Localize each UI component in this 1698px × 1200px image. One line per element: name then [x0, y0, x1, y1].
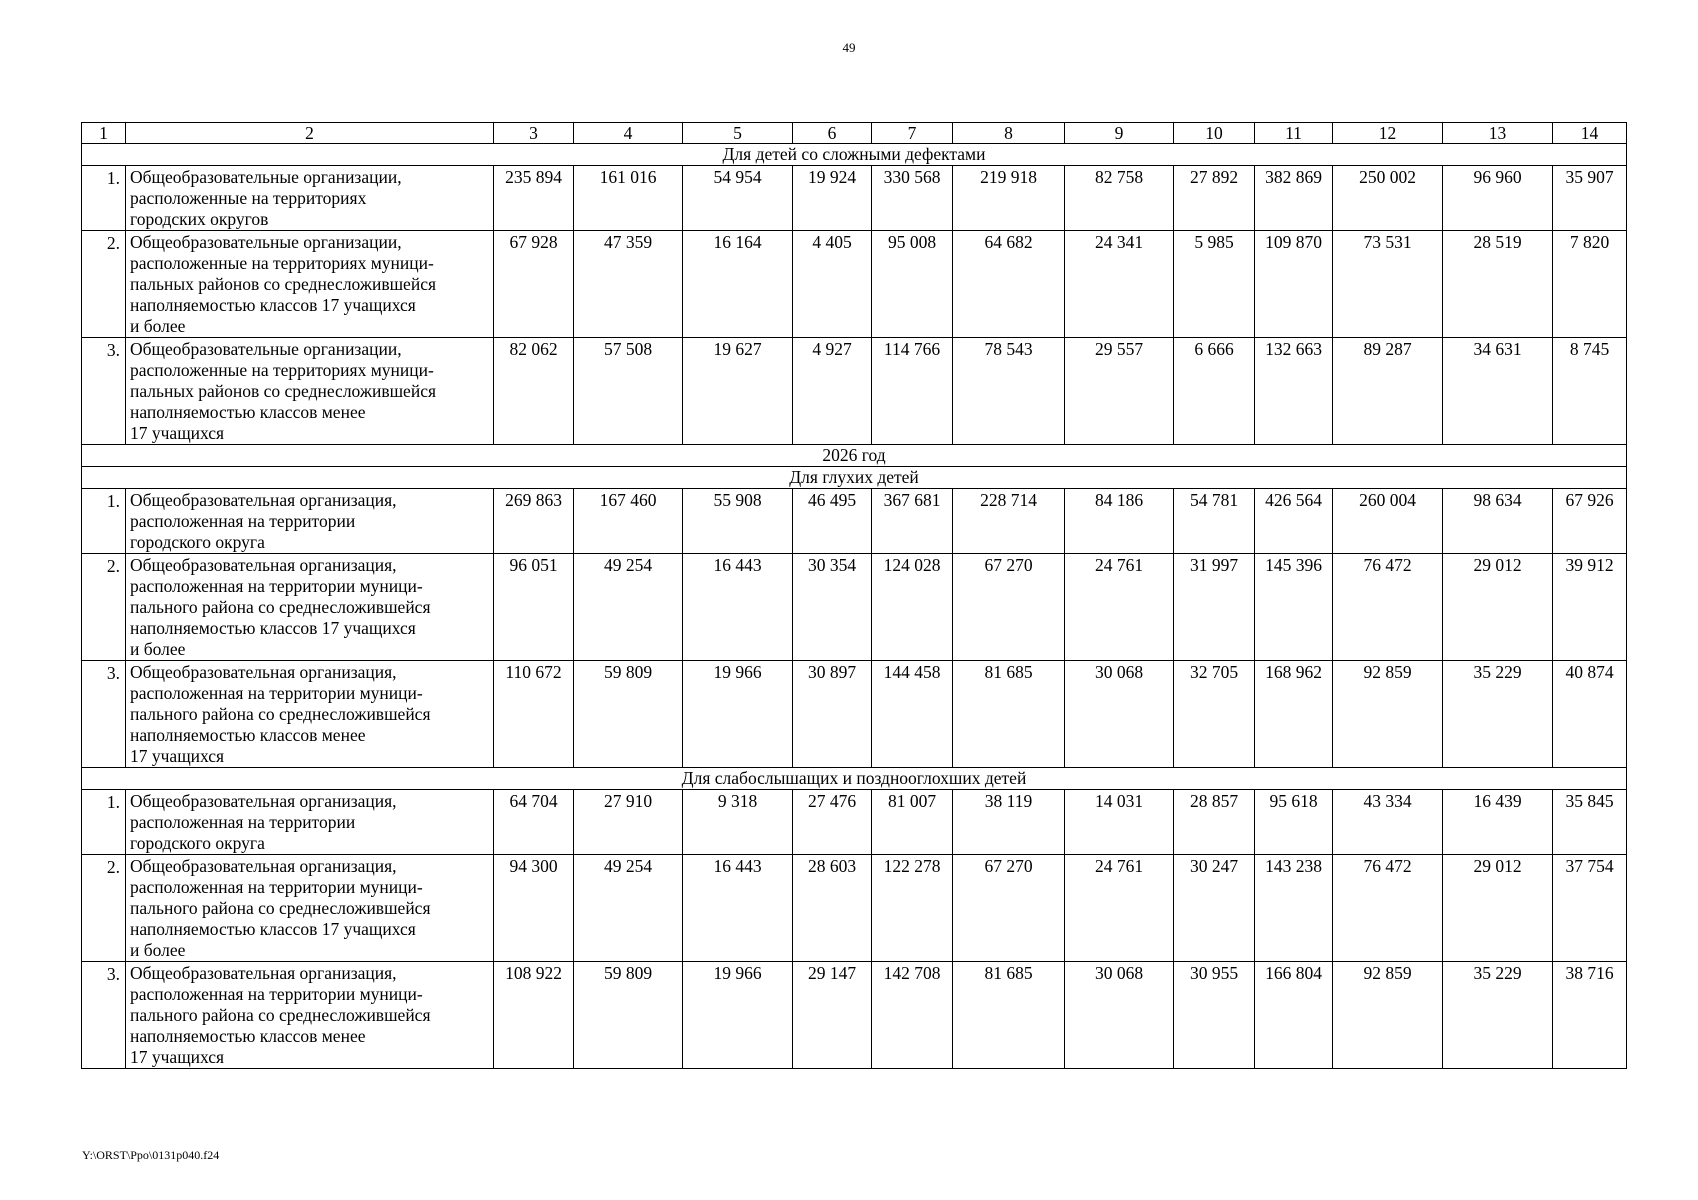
value-cell: 49 254 [574, 855, 683, 962]
column-header: 9 [1065, 123, 1174, 144]
description-line: и более [130, 639, 186, 659]
description-line: и более [130, 940, 186, 960]
value-cell: 330 568 [872, 166, 953, 231]
value-cell: 37 754 [1553, 855, 1627, 962]
description-line: расположенные на территориях муници- [130, 360, 434, 380]
value-cell: 78 543 [953, 338, 1065, 445]
value-cell: 76 472 [1333, 855, 1443, 962]
description-line: пального района со среднесложившейся [130, 898, 431, 918]
value-cell: 7 820 [1553, 231, 1627, 338]
column-header: 6 [793, 123, 872, 144]
table-row [82, 166, 1627, 231]
table-row [82, 231, 1627, 338]
row-number: 2. [82, 855, 126, 962]
value-cell: 96 960 [1443, 166, 1553, 231]
section-heading: Для слабослышащих и позднооглохших детей [82, 768, 1627, 790]
table-row [82, 962, 1627, 1069]
value-cell: 166 804 [1255, 962, 1333, 1069]
value-cell: 9 318 [683, 790, 793, 855]
value-cell: 426 564 [1255, 489, 1333, 554]
value-cell: 40 874 [1553, 661, 1627, 768]
value-cell: 59 809 [574, 962, 683, 1069]
value-cell: 19 966 [683, 661, 793, 768]
value-cell: 28 857 [1174, 790, 1255, 855]
organization-description [126, 338, 494, 445]
value-cell: 144 458 [872, 661, 953, 768]
value-cell: 16 443 [683, 855, 793, 962]
column-header: 8 [953, 123, 1065, 144]
section-heading-row [82, 467, 1627, 489]
column-header: 4 [574, 123, 683, 144]
row-number: 3. [82, 661, 126, 768]
row-number: 3. [82, 962, 126, 1069]
value-cell: 47 359 [574, 231, 683, 338]
value-cell: 32 705 [1174, 661, 1255, 768]
value-cell: 382 869 [1255, 166, 1333, 231]
value-cell: 124 028 [872, 554, 953, 661]
description-line: городских округов [130, 209, 269, 229]
value-cell: 64 704 [494, 790, 574, 855]
section-heading-row [82, 768, 1627, 790]
value-cell: 30 955 [1174, 962, 1255, 1069]
description-line: 17 учащихся [130, 746, 225, 766]
column-header: 12 [1333, 123, 1443, 144]
value-cell: 92 859 [1333, 661, 1443, 768]
budget-table [81, 122, 1627, 1069]
column-header-row [82, 123, 1627, 144]
value-cell: 219 918 [953, 166, 1065, 231]
year-heading-row [82, 445, 1627, 467]
value-cell: 81 007 [872, 790, 953, 855]
section-heading: Для глухих детей [82, 467, 1627, 489]
value-cell: 38 119 [953, 790, 1065, 855]
organization-description [126, 790, 494, 855]
value-cell: 39 912 [1553, 554, 1627, 661]
column-header: 5 [683, 123, 793, 144]
value-cell: 16 439 [1443, 790, 1553, 855]
value-cell: 59 809 [574, 661, 683, 768]
organization-description [126, 554, 494, 661]
value-cell: 28 519 [1443, 231, 1553, 338]
table-row [82, 489, 1627, 554]
value-cell: 29 012 [1443, 554, 1553, 661]
value-cell: 24 761 [1065, 855, 1174, 962]
value-cell: 38 716 [1553, 962, 1627, 1069]
description-line: наполняемостью классов менее [130, 1026, 366, 1046]
footer-file-path: Y:\ORST\Ppo\0131p040.f24 [82, 1148, 220, 1162]
description-line: пальных районов со среднесложившейся [130, 274, 437, 294]
value-cell: 34 631 [1443, 338, 1553, 445]
description-line: расположенная на территории [130, 812, 356, 832]
value-cell: 28 603 [793, 855, 872, 962]
table-row [82, 790, 1627, 855]
column-header: 10 [1174, 123, 1255, 144]
row-number: 3. [82, 338, 126, 445]
value-cell: 16 443 [683, 554, 793, 661]
row-number: 1. [82, 790, 126, 855]
section-heading-row [82, 144, 1627, 166]
description-line: расположенные на территориях [130, 188, 367, 208]
description-line: наполняемостью классов 17 учащихся [130, 919, 416, 939]
organization-description [126, 166, 494, 231]
value-cell: 24 341 [1065, 231, 1174, 338]
year-heading: 2026 год [82, 445, 1627, 467]
organization-description [126, 962, 494, 1069]
column-header: 13 [1443, 123, 1553, 144]
value-cell: 19 966 [683, 962, 793, 1069]
value-cell: 6 666 [1174, 338, 1255, 445]
value-cell: 8 745 [1553, 338, 1627, 445]
value-cell: 30 068 [1065, 962, 1174, 1069]
value-cell: 269 863 [494, 489, 574, 554]
value-cell: 122 278 [872, 855, 953, 962]
description-line: 17 учащихся [130, 1047, 225, 1067]
value-cell: 228 714 [953, 489, 1065, 554]
value-cell: 27 476 [793, 790, 872, 855]
value-cell: 29 557 [1065, 338, 1174, 445]
value-cell: 35 907 [1553, 166, 1627, 231]
row-number: 2. [82, 554, 126, 661]
value-cell: 35 229 [1443, 661, 1553, 768]
value-cell: 168 962 [1255, 661, 1333, 768]
organization-description [126, 489, 494, 554]
value-cell: 46 495 [793, 489, 872, 554]
row-number: 1. [82, 166, 126, 231]
value-cell: 16 164 [683, 231, 793, 338]
description-line: Общеобразовательные организации, [130, 339, 402, 359]
value-cell: 142 708 [872, 962, 953, 1069]
value-cell: 82 062 [494, 338, 574, 445]
value-cell: 89 287 [1333, 338, 1443, 445]
value-cell: 250 002 [1333, 166, 1443, 231]
section-heading: Для детей со сложными дефектами [82, 144, 1627, 166]
column-header: 7 [872, 123, 953, 144]
value-cell: 19 924 [793, 166, 872, 231]
value-cell: 161 016 [574, 166, 683, 231]
value-cell: 95 008 [872, 231, 953, 338]
value-cell: 30 068 [1065, 661, 1174, 768]
description-line: расположенная на территории [130, 511, 356, 531]
value-cell: 143 238 [1255, 855, 1333, 962]
column-header: 1 [82, 123, 126, 144]
column-header: 14 [1553, 123, 1627, 144]
value-cell: 24 761 [1065, 554, 1174, 661]
value-cell: 81 685 [953, 661, 1065, 768]
value-cell: 235 894 [494, 166, 574, 231]
description-line: 17 учащихся [130, 423, 225, 443]
description-line: пального района со среднесложившейся [130, 1005, 431, 1025]
value-cell: 167 460 [574, 489, 683, 554]
description-line: пальных районов со среднесложившейся [130, 381, 437, 401]
description-line: расположенная на территории муници- [130, 576, 423, 596]
value-cell: 43 334 [1333, 790, 1443, 855]
value-cell: 54 781 [1174, 489, 1255, 554]
description-line: наполняемостью классов 17 учащихся [130, 618, 416, 638]
value-cell: 109 870 [1255, 231, 1333, 338]
value-cell: 54 954 [683, 166, 793, 231]
page-number: 49 [842, 40, 856, 55]
value-cell: 73 531 [1333, 231, 1443, 338]
value-cell: 132 663 [1255, 338, 1333, 445]
value-cell: 81 685 [953, 962, 1065, 1069]
description-line: наполняемостью классов менее [130, 725, 366, 745]
description-line: наполняемостью классов менее [130, 402, 366, 422]
value-cell: 5 985 [1174, 231, 1255, 338]
description-line: Общеобразовательные организации, [130, 232, 402, 252]
value-cell: 49 254 [574, 554, 683, 661]
value-cell: 82 758 [1065, 166, 1174, 231]
description-line: Общеобразовательная организация, [130, 963, 397, 983]
value-cell: 108 922 [494, 962, 574, 1069]
description-line: пального района со среднесложившейся [130, 597, 431, 617]
value-cell: 57 508 [574, 338, 683, 445]
description-line: пального района со среднесложившейся [130, 704, 431, 724]
description-line: городского округа [130, 833, 265, 853]
table-body [82, 123, 1627, 1069]
column-header: 11 [1255, 123, 1333, 144]
column-header: 2 [126, 123, 494, 144]
value-cell: 96 051 [494, 554, 574, 661]
value-cell: 55 908 [683, 489, 793, 554]
organization-description [126, 855, 494, 962]
description-line: Общеобразовательная организация, [130, 662, 397, 682]
organization-description [126, 661, 494, 768]
value-cell: 98 634 [1443, 489, 1553, 554]
value-cell: 30 354 [793, 554, 872, 661]
value-cell: 30 897 [793, 661, 872, 768]
organization-description [126, 231, 494, 338]
row-number: 2. [82, 231, 126, 338]
value-cell: 35 229 [1443, 962, 1553, 1069]
value-cell: 64 682 [953, 231, 1065, 338]
value-cell: 30 247 [1174, 855, 1255, 962]
table-row [82, 661, 1627, 768]
value-cell: 27 910 [574, 790, 683, 855]
description-line: расположенные на территориях муници- [130, 253, 434, 273]
value-cell: 145 396 [1255, 554, 1333, 661]
value-cell: 4 405 [793, 231, 872, 338]
column-header: 3 [494, 123, 574, 144]
table-row [82, 338, 1627, 445]
value-cell: 84 186 [1065, 489, 1174, 554]
description-line: Общеобразовательная организация, [130, 555, 397, 575]
description-line: Общеобразовательные организации, [130, 167, 402, 187]
value-cell: 67 270 [953, 554, 1065, 661]
value-cell: 27 892 [1174, 166, 1255, 231]
description-line: Общеобразовательная организация, [130, 856, 397, 876]
description-line: расположенная на территории муници- [130, 877, 423, 897]
value-cell: 92 859 [1333, 962, 1443, 1069]
value-cell: 31 997 [1174, 554, 1255, 661]
value-cell: 94 300 [494, 855, 574, 962]
description-line: и более [130, 316, 186, 336]
value-cell: 19 627 [683, 338, 793, 445]
value-cell: 67 926 [1553, 489, 1627, 554]
description-line: городского округа [130, 532, 265, 552]
table-row [82, 855, 1627, 962]
table-row [82, 554, 1627, 661]
value-cell: 110 672 [494, 661, 574, 768]
description-line: Общеобразовательная организация, [130, 791, 397, 811]
value-cell: 35 845 [1553, 790, 1627, 855]
value-cell: 67 270 [953, 855, 1065, 962]
description-line: наполняемостью классов 17 учащихся [130, 295, 416, 315]
value-cell: 29 147 [793, 962, 872, 1069]
value-cell: 114 766 [872, 338, 953, 445]
description-line: Общеобразовательная организация, [130, 490, 397, 510]
description-line: расположенная на территории муници- [130, 683, 423, 703]
value-cell: 76 472 [1333, 554, 1443, 661]
row-number: 1. [82, 489, 126, 554]
value-cell: 367 681 [872, 489, 953, 554]
value-cell: 95 618 [1255, 790, 1333, 855]
value-cell: 67 928 [494, 231, 574, 338]
description-line: расположенная на территории муници- [130, 984, 423, 1004]
value-cell: 14 031 [1065, 790, 1174, 855]
value-cell: 29 012 [1443, 855, 1553, 962]
value-cell: 260 004 [1333, 489, 1443, 554]
value-cell: 4 927 [793, 338, 872, 445]
